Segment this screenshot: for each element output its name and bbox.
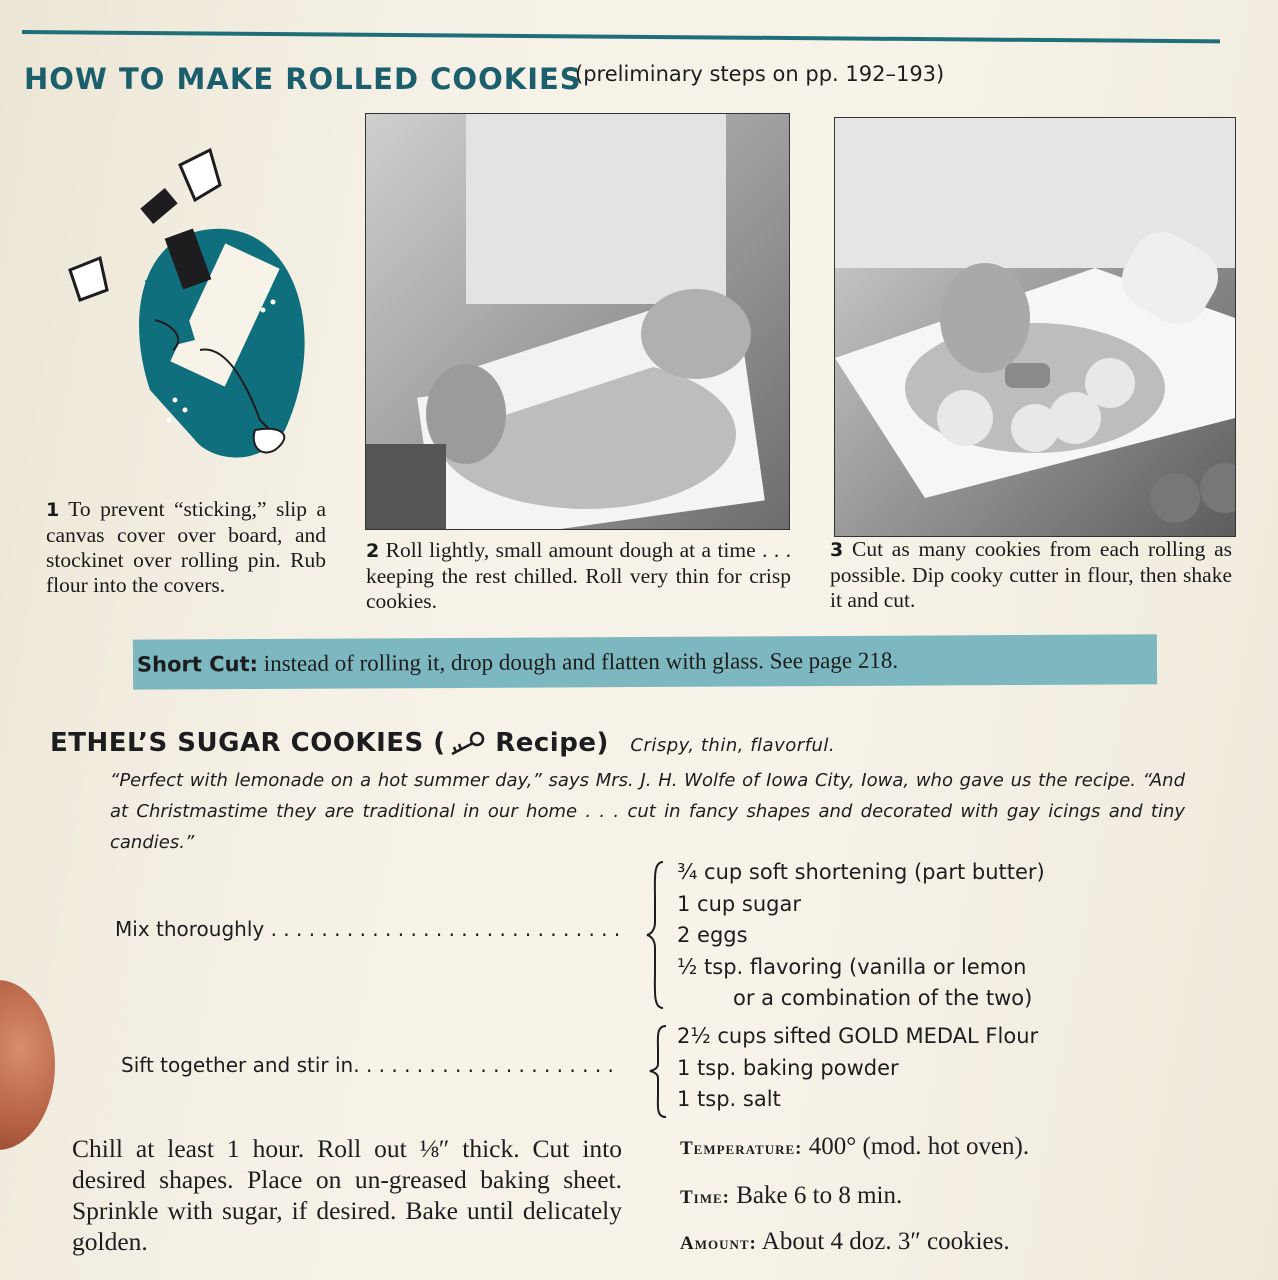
top-rule [22,30,1220,43]
step-1-number: 1 [46,499,60,521]
time-label: Time: [680,1187,730,1208]
step-2-text: Roll lightly, small amount dough at a time . . . keeping the rest chilled. Roll very thin for crisp cookies. [366,538,791,613]
step-1-text: To prevent “sticking,” slip a canvas cover over board, and stockinet over rolling pin. Rub flour into the covers. [46,497,326,597]
sift-together-label: Sift together and stir in. . . . . . . . . . . . . . . . . . . . . [121,1053,614,1077]
amount-label: Amount: [680,1233,757,1254]
page-title: HOW TO MAKE ROLLED COOKIES [24,62,582,96]
amount-value: About 4 doz. 3″ cookies. [756,1228,1010,1255]
recipe-title-start: ETHEL’S SUGAR COOKIES ( [50,728,446,758]
recipe-description: Crispy, thin, flavorful. [630,735,836,756]
page-title-note: (preliminary steps on pp. 192–193) [575,62,945,86]
brace-group-1 [645,860,665,1010]
ingredient-item: 2½ cups sifted GOLD MEDAL Flour [677,1024,1039,1048]
short-cut-banner [133,634,1157,689]
ingredient-list-2 [677,1021,1038,1116]
ingredient-item: 1 tsp. salt [677,1087,781,1111]
ingredient-item: 1 cup sugar [677,891,801,916]
short-cut-text: instead of rolling it, drop dough and flatten with glass. See page 218. [257,647,899,677]
short-cut-label: Short Cut: [136,652,259,677]
recipe-title-end: Recipe) [485,728,609,758]
rolling-dough-photo [365,113,790,530]
ingredient-item: ½ tsp. flavoring (vanilla or lemon [677,954,1027,979]
thumb [0,980,55,1150]
ingredient-list-1 [677,857,1045,1015]
step-1-caption [46,497,326,598]
ingredient-item: or a combination of the two) [733,986,1033,1010]
recipe-title [50,728,835,758]
rolling-pin-illustration [45,140,335,500]
step-3-caption [830,537,1232,613]
step-3-text: Cut as many cookies from each rolling as possible. Dip cooky cutter in flour, then shake it and cut. [830,537,1233,612]
step-2-number: 2 [366,540,380,562]
brace-group-2 [648,1024,668,1119]
ingredient-item: 1 tsp. baking powder [677,1055,899,1080]
time-spec [680,1182,902,1210]
recipe-intro-quote: “Perfect with lemonade on a hot summer day,” says Mrs. J. H. Wolfe of Iowa City, Iowa, who gave us the recipe. “And at Christmastime they are traditional in our home . . . cut in fancy shapes and decorated with gay icings and tiny candies.” [110,770,1185,853]
key-icon [446,731,486,757]
step-2-caption [366,538,791,614]
temperature-spec [680,1133,1029,1161]
mix-thoroughly-label: Mix thoroughly . . . . . . . . . . . . . . . . . . . . . . . . . . . . [115,917,621,941]
baking-instructions: Chill at least 1 hour. Roll out ⅛″ thick. Cut into desired shapes. Place on un-greased baking sheet. Sprinkle with sugar, if desired. Bake until delicately golden. [72,1134,622,1256]
temperature-label: Temperature: [680,1138,803,1159]
amount-spec [680,1228,1010,1256]
ingredient-item: ¾ cup soft shortening (part butter) [677,860,1045,884]
temperature-value: 400° (mod. hot oven). [802,1133,1030,1160]
step-3-number: 3 [830,539,844,561]
time-value: Bake 6 to 8 min. [730,1182,903,1209]
cutting-cookies-photo [834,117,1236,537]
ingredient-item: 2 eggs [677,923,748,947]
